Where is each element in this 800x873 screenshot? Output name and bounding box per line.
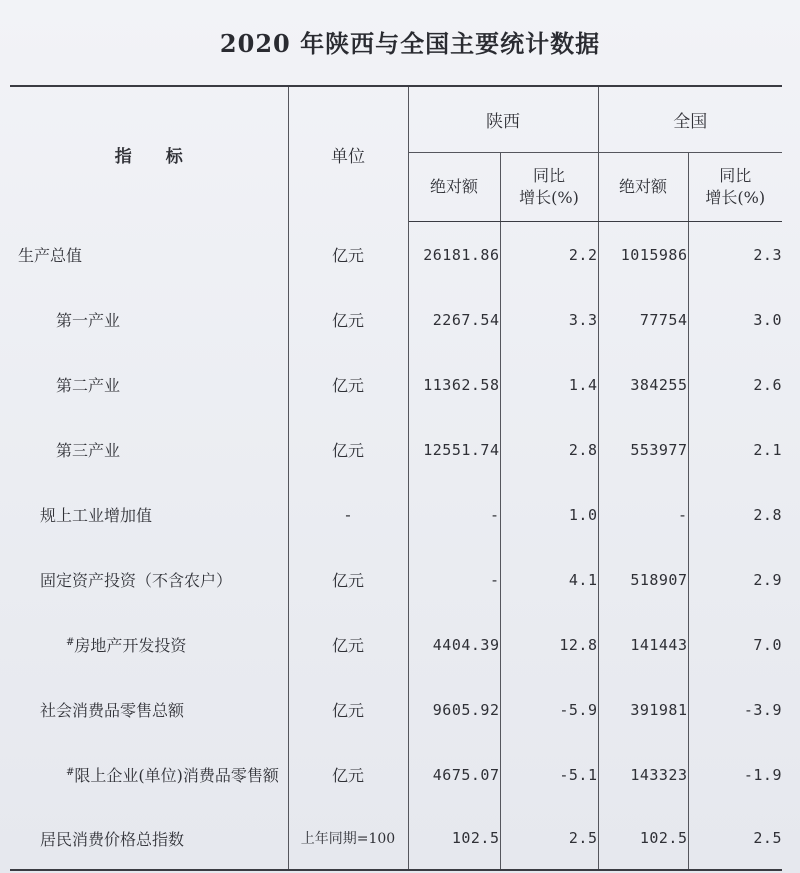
page-title: 2020 年陕西与全国主要统计数据 <box>219 29 601 58</box>
row-shaanxi-growth: -5.9 <box>500 677 598 742</box>
header-growth-line1: 同比 <box>532 166 565 185</box>
row-unit: 亿元 <box>288 742 408 807</box>
row-shaanxi-absolute: 102.5 <box>408 807 500 870</box>
table-row <box>10 807 782 870</box>
row-national-growth: 2.3 <box>753 245 782 264</box>
row-indicator: 第三产业 <box>10 417 288 482</box>
table-row <box>10 547 782 612</box>
header-unit: 单位 <box>288 86 408 222</box>
row-national-growth: 2.8 <box>753 505 782 524</box>
header-growth-line2: 增长(%) <box>519 188 579 207</box>
row-shaanxi-growth: 12.8 <box>500 612 598 677</box>
row-unit: 上年同期=100 <box>288 807 408 870</box>
row-national-growth: 3.0 <box>753 310 782 329</box>
row-shaanxi-growth: 4.1 <box>500 547 598 612</box>
table-row <box>10 417 782 482</box>
row-national-absolute: 143323 <box>598 742 688 807</box>
row-national-growth: 2.5 <box>688 807 782 870</box>
table-row <box>10 482 782 547</box>
row-shaanxi-absolute: 12551.74 <box>408 417 500 482</box>
row-national-absolute: 553977 <box>598 417 688 482</box>
row-unit: 亿元 <box>288 547 408 612</box>
header-shaanxi-absolute: 绝对额 <box>408 153 500 222</box>
row-indicator <box>10 742 288 807</box>
row-national-growth: -1.9 <box>743 765 782 784</box>
row-shaanxi-growth: -5.1 <box>500 742 598 807</box>
row-shaanxi-growth: 2.8 <box>500 417 598 482</box>
row-unit: 亿元 <box>288 417 408 482</box>
table-row <box>10 742 782 807</box>
row-shaanxi-growth: 1.0 <box>500 482 598 547</box>
table-row <box>10 677 782 742</box>
header-national-absolute: 绝对额 <box>598 153 688 222</box>
row-shaanxi-growth: 1.4 <box>500 352 598 417</box>
row-national-absolute: 384255 <box>598 352 688 417</box>
header-indicator: 指 标 <box>10 86 288 222</box>
table-row <box>10 612 782 677</box>
row-shaanxi-absolute: - <box>408 482 500 547</box>
row-indicator: 第一产业 <box>10 287 288 352</box>
row-indicator: 规上工业增加值 <box>10 482 288 547</box>
table-row <box>10 287 782 352</box>
row-indicator: 生产总值 <box>10 222 288 288</box>
row-indicator: 第二产业 <box>10 352 288 417</box>
row-indicator-label: 房地产开发投资 <box>74 636 187 655</box>
row-shaanxi-absolute: 2267.54 <box>408 287 500 352</box>
row-shaanxi-absolute: 9605.92 <box>408 677 500 742</box>
row-national-absolute: 391981 <box>598 677 688 742</box>
row-national-growth: 2.1 <box>753 440 782 459</box>
row-unit: 亿元 <box>288 287 408 352</box>
row-national-absolute: - <box>598 482 688 547</box>
row-shaanxi-absolute: 4675.07 <box>408 742 500 807</box>
row-national-absolute: 102.5 <box>598 807 688 870</box>
row-unit: 亿元 <box>288 677 408 742</box>
row-indicator: 固定资产投资（不含农户） <box>10 547 288 612</box>
header-shaanxi-growth <box>500 153 598 222</box>
row-shaanxi-growth: 3.3 <box>500 287 598 352</box>
row-shaanxi-growth: 2.5 <box>500 807 598 870</box>
header-growth-line2: 增长(%) <box>705 188 766 207</box>
row-national-growth: -3.9 <box>743 700 782 719</box>
statistics-table <box>10 85 782 871</box>
header-growth-line1: 同比 <box>719 166 752 185</box>
row-national-absolute: 1015986 <box>598 222 688 288</box>
row-national-growth: 2.6 <box>753 375 782 394</box>
row-unit: 亿元 <box>288 612 408 677</box>
row-indicator: 社会消费品零售总额 <box>10 677 288 742</box>
header-national: 全国 <box>598 86 782 153</box>
row-shaanxi-absolute: 11362.58 <box>408 352 500 417</box>
row-shaanxi-growth: 2.2 <box>500 222 598 288</box>
row-shaanxi-absolute: - <box>408 547 500 612</box>
row-national-absolute: 518907 <box>598 547 688 612</box>
header-national-growth <box>688 153 782 222</box>
row-national-growth: 2.9 <box>753 570 782 589</box>
row-shaanxi-absolute: 26181.86 <box>408 222 500 288</box>
row-national-growth: 7.0 <box>753 635 782 654</box>
subitem-mark: # <box>66 637 75 648</box>
row-unit: - <box>288 482 408 547</box>
row-indicator: 居民消费价格总指数 <box>10 807 288 870</box>
subitem-mark: # <box>66 767 75 778</box>
row-national-absolute: 141443 <box>598 612 688 677</box>
table-row <box>10 352 782 417</box>
row-unit: 亿元 <box>288 352 408 417</box>
row-indicator-label: 限上企业(单位)消费品零售额 <box>74 766 279 785</box>
row-indicator <box>10 612 288 677</box>
header-shaanxi: 陕西 <box>408 86 598 153</box>
row-shaanxi-absolute: 4404.39 <box>408 612 500 677</box>
table-row <box>10 222 782 288</box>
row-unit: 亿元 <box>288 222 408 288</box>
row-national-absolute: 77754 <box>598 287 688 352</box>
